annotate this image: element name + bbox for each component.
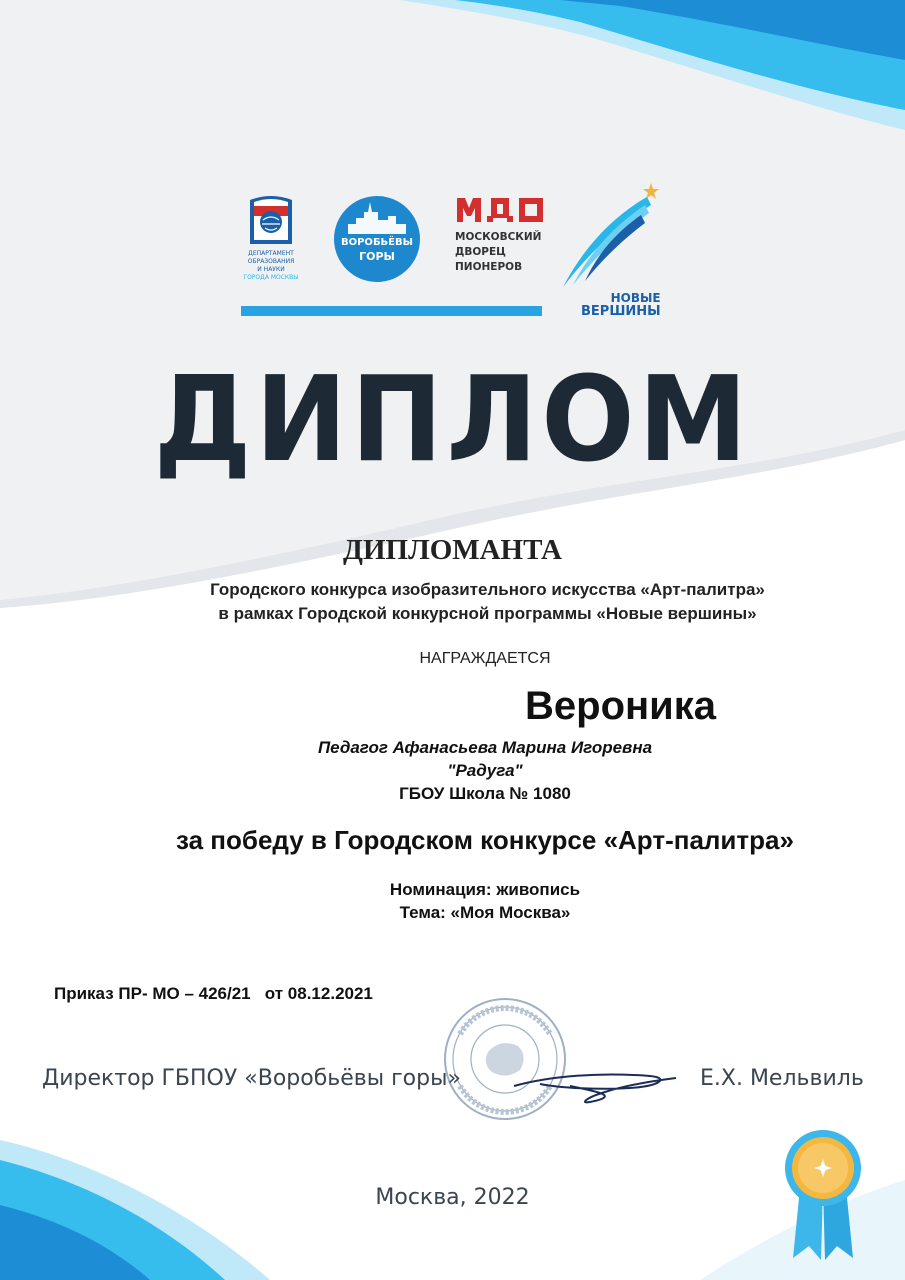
vorobyovy-logo-line2: ГОРЫ bbox=[359, 250, 395, 263]
victory-line: за победу в Городском конкурсе «Арт-палитра» bbox=[176, 825, 794, 855]
mdp-mark-icon bbox=[455, 196, 545, 224]
logo-divider-bar bbox=[241, 306, 542, 316]
mdp-logo-line: ДВОРЕЦ bbox=[455, 246, 506, 258]
mdp-logo-line: ПИОНЕРОВ bbox=[455, 261, 523, 273]
dept-logo-line: ДЕПАРТАМЕНТ bbox=[248, 250, 294, 257]
diploma-subtitle: ДИПЛОМАНТА bbox=[343, 534, 562, 566]
studio-name: "Радуга" bbox=[447, 761, 523, 780]
mdp-logo-line: МОСКОВСКИЙ bbox=[455, 231, 542, 243]
school-name: ГБОУ Школа № 1080 bbox=[399, 784, 571, 803]
dept-emblem-icon bbox=[246, 192, 296, 248]
theme-line: Тема: «Моя Москва» bbox=[399, 903, 571, 922]
award-medal-icon bbox=[783, 1128, 863, 1263]
signature-icon bbox=[510, 1062, 680, 1112]
recipient-name: Вероника bbox=[525, 684, 717, 728]
novye-logo-line1: НОВЫЕ bbox=[610, 291, 661, 305]
contest-line: Городского конкурса изобразительного искусства «Арт-палитра» bbox=[210, 580, 765, 599]
vorobyovy-logo-line1: ВОРОБЬЁВЫ bbox=[340, 237, 413, 248]
dept-logo-line: ГОРОДА МОСКВЫ bbox=[243, 274, 299, 281]
diploma-title: ДИПЛОМ bbox=[153, 350, 752, 488]
awarded-label: НАГРАЖДАЕТСЯ bbox=[419, 650, 551, 667]
dept-logo-line: ОБРАЗОВАНИЯ bbox=[247, 258, 295, 265]
director-name: Е.Х. Мельвиль bbox=[700, 1066, 864, 1091]
director-title: Директор ГБПОУ «Воробьёвы горы» bbox=[42, 1066, 461, 1091]
teacher-line: Педагог Афанасьева Марина Игоревна bbox=[317, 738, 653, 757]
order-line: Приказ ПР- МО – 426/21 от 08.12.2021 bbox=[54, 984, 373, 1003]
dept-education-logo bbox=[240, 192, 302, 287]
swoosh-star-icon bbox=[555, 175, 670, 290]
skyline-icon bbox=[334, 198, 420, 238]
mdp-logo bbox=[455, 196, 551, 282]
nomination-line: Номинация: живопись bbox=[389, 880, 581, 899]
program-line: в рамках Городской конкурсной программы «Новые вершины» bbox=[218, 604, 757, 623]
dept-logo-line: И НАУКИ bbox=[257, 266, 285, 273]
vorobyovy-gory-logo bbox=[334, 196, 420, 282]
novye-vershiny-logo bbox=[555, 175, 670, 320]
place-year: Москва, 2022 bbox=[375, 1185, 530, 1210]
novye-logo-line2: ВЕРШИНЫ bbox=[581, 304, 661, 319]
